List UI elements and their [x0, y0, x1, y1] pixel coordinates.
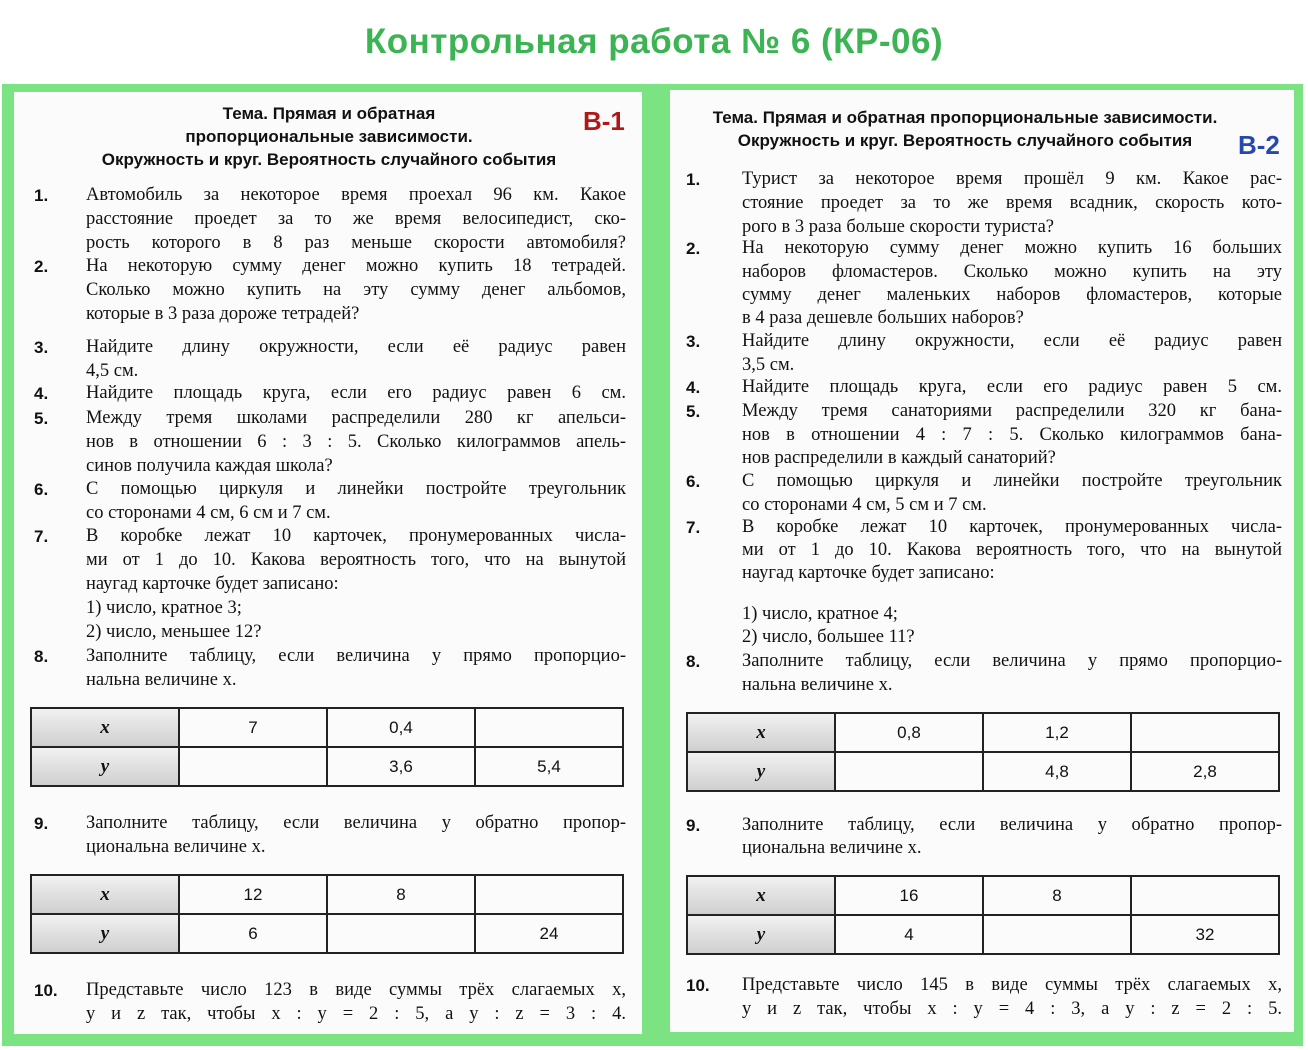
task-number: 6.	[34, 480, 49, 499]
table-header-y: y	[31, 914, 179, 953]
task-number: 5.	[686, 402, 701, 421]
task-text-line: 1) число, кратное 4;	[742, 604, 898, 624]
table-cell: 2,8	[1131, 752, 1279, 791]
table-header-y: y	[687, 752, 835, 791]
task-number: 2.	[686, 239, 701, 258]
task-text-line: Турист за некоторое время прошёл 9 км. Какое рас-	[742, 169, 1282, 189]
task-text-line: С помощью циркуля и линейки постройте треугольник	[742, 471, 1282, 491]
task-number: 2.	[34, 257, 49, 276]
table-cell: 32	[1131, 915, 1279, 954]
table-cell	[179, 747, 327, 786]
task-text-line: 3,5 см.	[742, 355, 795, 375]
table-cell	[475, 875, 623, 914]
table-cell	[327, 914, 475, 953]
header-line: Тема. Прямая и обратная	[222, 104, 436, 123]
task-number: 1.	[34, 186, 49, 205]
task-text-line: Найдите площадь круга, если его радиус равен 5 см.	[742, 377, 1282, 397]
task-text-line: циональна величине x.	[742, 838, 922, 858]
task-text-line: В коробке лежат 10 карточек, пронумерованных числа-	[86, 526, 626, 546]
task-text-line: нальна величине x.	[86, 670, 237, 690]
task-text-line: Автомобиль за некоторое время проехал 96 км. Какое	[86, 185, 626, 205]
table-row	[31, 914, 623, 953]
task-text-line: нов распределили в каждый санаторий?	[742, 448, 1056, 468]
table-task-8	[686, 712, 1280, 792]
task-text-line: Заполните таблицу, если величина y прямо пропорцио-	[742, 651, 1282, 671]
table-cell	[983, 915, 1131, 954]
task-text-line: наугад карточке будет записано:	[86, 574, 339, 594]
task-text-line: y и z так, чтобы x : y = 4 : 3, а y : z = 2 : 5.	[742, 999, 1282, 1019]
task-number: 5.	[34, 409, 49, 428]
table-cell: 4	[835, 915, 983, 954]
table-header-y: y	[687, 915, 835, 954]
variant-label: В-1	[583, 106, 625, 136]
task-number: 9.	[34, 814, 49, 833]
task-text-line: циональна величине x.	[86, 837, 266, 857]
task-number: 10.	[34, 981, 58, 1000]
task-text-line: сумму денег маленьких наборов фломастеров, которые	[742, 285, 1282, 305]
variant-1-column	[14, 92, 642, 1034]
task-text-line: На некоторую сумму денег можно купить 18 тетрадей.	[86, 256, 626, 276]
table-row	[687, 752, 1279, 791]
task-text-line: которые в 3 раза дороже тетрадей?	[86, 304, 360, 324]
variant-2-column	[670, 90, 1294, 1032]
task-text-line: расстояние проедет за то же время велосипедист, ско-	[86, 209, 626, 229]
table-cell: 1,2	[983, 713, 1131, 752]
task-text-line: 2) число, большее 11?	[742, 627, 915, 647]
task-number: 8.	[34, 647, 49, 666]
task-text-line: Найдите длину окружности, если её радиус равен	[86, 337, 626, 357]
table-task-8	[30, 707, 624, 787]
table-cell: 7	[179, 708, 327, 747]
table-cell: 8	[327, 875, 475, 914]
task-number: 8.	[686, 652, 701, 671]
table-row	[687, 713, 1279, 752]
task-text-line: 4,5 см.	[86, 361, 139, 381]
task-number: 9.	[686, 816, 701, 835]
table-row	[31, 747, 623, 786]
table-cell	[1131, 713, 1279, 752]
table-cell	[1131, 876, 1279, 915]
variant-label: В-2	[1238, 130, 1280, 160]
task-number: 7.	[34, 527, 49, 546]
task-text-line: ми от 1 до 10. Какова вероятность того, что на вынутой	[742, 540, 1282, 560]
table-cell: 0,4	[327, 708, 475, 747]
table-row	[687, 876, 1279, 915]
task-text-line: ми от 1 до 10. Какова вероятность того, что на вынутой	[86, 550, 626, 570]
table-cell: 16	[835, 876, 983, 915]
task-number: 4.	[686, 378, 701, 397]
table-cell: 0,8	[835, 713, 983, 752]
task-text-line: В коробке лежат 10 карточек, пронумерованных числа-	[742, 517, 1282, 537]
task-text-line: нов в отношении 4 : 7 : 5. Сколько килограммов бана-	[742, 425, 1282, 445]
task-text-line: рость которого в 8 раз меньше скорости автомобиля?	[86, 233, 626, 253]
task-text-line: y и z так, чтобы x : y = 2 : 5, а y : z = 3 : 4.	[86, 1004, 626, 1024]
task-text-line: Представьте число 123 в виде суммы трёх слагаемых x,	[86, 980, 626, 1000]
task-text-line: стояние проедет за то же время всадник, скорость кото-	[742, 193, 1282, 213]
table-cell: 4,8	[983, 752, 1131, 791]
task-number: 4.	[34, 384, 49, 403]
task-text-line: На некоторую сумму денег можно купить 16 больших	[742, 238, 1282, 258]
table-row	[687, 915, 1279, 954]
task-text-line: Заполните таблицу, если величина y обратно пропор-	[86, 813, 626, 833]
task-text-line: наугад карточке будет записано:	[742, 563, 995, 583]
table-header-y: y	[31, 747, 179, 786]
task-number: 1.	[686, 170, 701, 189]
table-task-9	[686, 875, 1280, 955]
page-title: Контрольная работа № 6 (КР-06)	[364, 22, 944, 61]
table-task-9	[30, 874, 624, 954]
task-text-line: в 4 раза дешевле больших наборов?	[742, 308, 1024, 328]
table-row	[31, 875, 623, 914]
task-number: 3.	[34, 338, 49, 357]
task-text-line: Заполните таблицу, если величина y прямо пропорцио-	[86, 646, 626, 666]
task-text-line: Найдите площадь круга, если его радиус равен 6 см.	[86, 383, 626, 403]
task-text-line: 2) число, меньшее 12?	[86, 622, 262, 642]
task-text-line: Между тремя школами распределили 280 кг апельси-	[86, 408, 626, 428]
header-line: Тема. Прямая и обратная пропорциональные зависимости.	[712, 108, 1218, 127]
task-text-line: Найдите длину окружности, если её радиус равен	[742, 331, 1282, 351]
table-cell	[835, 752, 983, 791]
task-number: 6.	[686, 472, 701, 491]
table-header-x: x	[687, 876, 835, 915]
task-text-line: со сторонами 4 см, 6 см и 7 см.	[86, 503, 331, 523]
table-cell: 12	[179, 875, 327, 914]
task-text-line: 1) число, кратное 3;	[86, 598, 242, 618]
task-text-line: нов в отношении 6 : 3 : 5. Сколько килограммов апель-	[86, 432, 626, 452]
task-text-line: синов получила каждая школа?	[86, 456, 333, 476]
task-text-line: Сколько можно купить на эту сумму денег альбомов,	[86, 280, 626, 300]
table-cell: 24	[475, 914, 623, 953]
header-line: Окружность и круг. Вероятность случайного события	[101, 150, 557, 169]
table-header-x: x	[31, 875, 179, 914]
task-text-line: рого в 3 раза больше скорости туриста?	[742, 217, 1054, 237]
variant-1-header	[74, 102, 584, 171]
variant-2-header	[670, 106, 1260, 152]
header-line: Окружность и круг. Вероятность случайного события	[737, 131, 1193, 150]
task-text-line: Заполните таблицу, если величина y обратно пропор-	[742, 815, 1282, 835]
table-header-x: x	[687, 713, 835, 752]
task-number: 10.	[686, 976, 710, 995]
task-text-line: со сторонами 4 см, 5 см и 7 см.	[742, 495, 987, 515]
table-cell: 5,4	[475, 747, 623, 786]
task-number: 3.	[686, 332, 701, 351]
table-cell: 6	[179, 914, 327, 953]
table-cell: 3,6	[327, 747, 475, 786]
task-text-line: Представьте число 145 в виде суммы трёх слагаемых x,	[742, 975, 1282, 995]
table-cell	[475, 708, 623, 747]
task-text-line: С помощью циркуля и линейки постройте треугольник	[86, 479, 626, 499]
task-text-line: нальна величине x.	[742, 675, 893, 695]
table-header-x: x	[31, 708, 179, 747]
table-cell: 8	[983, 876, 1131, 915]
task-text-line: Между тремя санаториями распределили 320 кг бана-	[742, 401, 1282, 421]
header-line: пропорциональные зависимости.	[185, 127, 473, 146]
table-row	[31, 708, 623, 747]
task-text-line: наборов фломастеров. Сколько можно купить на эту	[742, 262, 1282, 282]
task-number: 7.	[686, 518, 701, 537]
